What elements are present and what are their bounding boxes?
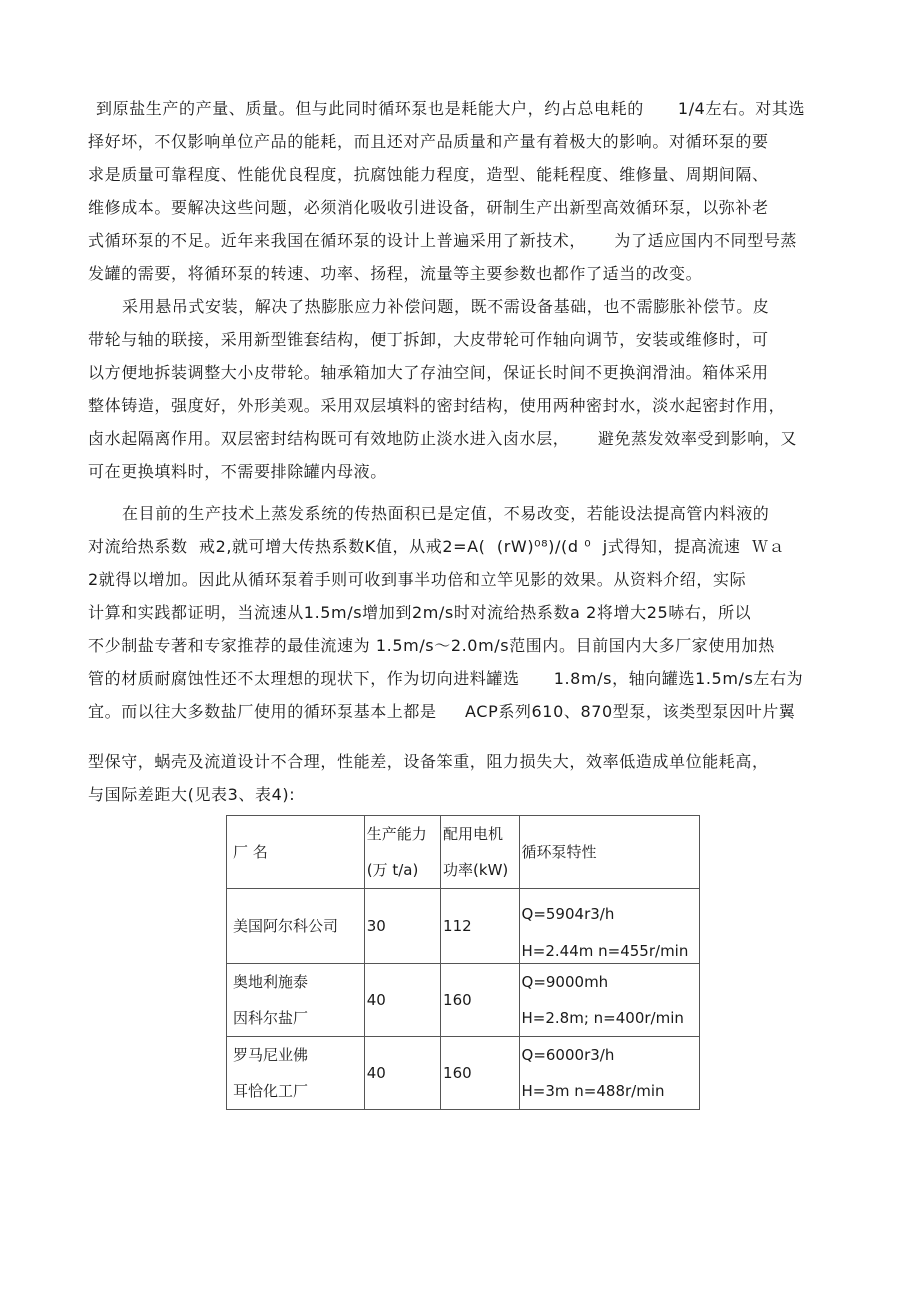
paragraph-line: 采用悬吊式安装，解决了热膨胀应力补偿问题，既不需设备基础，也不需膨胀补偿节。皮: [122, 297, 770, 316]
cell-power: [441, 889, 519, 964]
cell-factory: [227, 964, 365, 1037]
cell-capacity: [364, 889, 440, 964]
capacity-value: 40: [366, 1064, 386, 1082]
paragraph-line: 型保守，蜗壳及流道设计不合理，性能差，设备笨重，阻力损失大，效率低造成单位能耗高，: [88, 752, 769, 771]
paragraph-line: 求是质量可靠程度、性能优良程度，抗腐蚀能力程度，造型、能耗程度、维修量、周期间隔、: [88, 165, 769, 184]
cell-power: [441, 964, 519, 1037]
paragraph-line: 式循环泵的不足。近年来我国在循环泵的设计上普遍采用了新技术， 为了适应国内不同型号蒸: [88, 231, 798, 250]
paragraph-line: 可在更换填料时，不需要排除罐内母液。: [88, 462, 387, 481]
factory-name-line1: 美国阿尔科公司: [233, 917, 339, 935]
table-row: [227, 1037, 700, 1110]
factory-name-line2: 因科尔盐厂: [233, 1009, 309, 1027]
cell-pump: [519, 889, 699, 964]
pump-head-speed: H=2.44m n=455r/min: [521, 942, 689, 960]
header-pump-text: 循环泵特性: [521, 843, 597, 861]
paragraph-line: 整体铸造，强度好，外形美观。采用双层填料的密封结构，使用两种密封水，淡水起密封作用，: [88, 396, 786, 415]
cell-capacity: [364, 1037, 440, 1110]
pump-head-speed: H=2.8m; n=400r/min: [521, 1009, 684, 1027]
factory-name-line1: 罗马尼业佛: [233, 1046, 309, 1064]
paragraph-line: 2就得以增加。因此从循环泵着手则可收到事半功倍和立竿见影的效果。从资料介绍，实际: [88, 570, 747, 589]
pump-flow: Q=6000r3/h: [521, 1046, 615, 1064]
cell-pump: [519, 964, 699, 1037]
paragraph-line: 管的材质耐腐蚀性还不太理想的现状下，作为切向进料罐选 1.8m/s，轴向罐选1.5m/s左右为: [88, 669, 804, 688]
power-value: 112: [443, 917, 472, 935]
table-row: [227, 889, 700, 964]
cell-capacity: [364, 964, 440, 1037]
paragraph-line: 计算和实践都证明，当流速从1.5m/s增加到2m/s时对流给热系数a 2将增大25哧右，所以: [88, 603, 752, 622]
paragraph-line: 宜。而以往大多数盐厂使用的循环泵基本上都是 ACP系列610、870型泵，该类型泵因叶片翼: [88, 702, 796, 721]
paragraph-line: 对流给热系数 戒2,就可增大传热系数K值，从戒2=A( (rW)⁰⁸)/(d ⁰ j式得知，提高流速 Ｗａ: [88, 537, 786, 556]
header-pump: [519, 816, 699, 889]
capacity-value: 30: [366, 917, 386, 935]
cell-factory: [227, 889, 365, 964]
pump-flow: Q=5904r3/h: [521, 905, 615, 923]
paragraph-line: 以方便地拆装调整大小皮带轮。轴承箱加大了存油空间，保证长时间不更换润滑油。箱体采用: [88, 363, 769, 382]
header-power-line2: 功率(kW): [443, 861, 509, 879]
header-name-text: 厂 名: [233, 843, 268, 861]
pump-head-speed: H=3m n=488r/min: [521, 1082, 665, 1100]
paragraph-line: 发罐的需要，将循环泵的转速、功率、扬程，流量等主要参数也都作了适当的改变。: [88, 264, 703, 283]
power-value: 160: [443, 1064, 472, 1082]
table-header-row: [227, 816, 700, 889]
header-power-line1: 配用电机: [443, 825, 504, 843]
header-power: [441, 816, 519, 889]
cell-factory: [227, 1037, 365, 1110]
header-capacity-line2: (万 t/a): [366, 861, 419, 879]
pump-comparison-table: [226, 815, 700, 1110]
cell-pump: [519, 1037, 699, 1110]
paragraph-line: 不少制盐专著和专家推荐的最佳流速为 1.5m/s～2.0m/s范围内。目前国内大多厂家使用加热: [88, 636, 775, 655]
header-factory-name: [227, 816, 365, 889]
paragraph-line: 与国际差距大(见表3、表4):: [88, 785, 296, 804]
header-capacity: [364, 816, 440, 889]
cell-power: [441, 1037, 519, 1110]
factory-name-line1: 奥地利施泰: [233, 973, 309, 991]
table-row: [227, 964, 700, 1037]
pump-flow: Q=9000mh: [521, 973, 609, 991]
paragraph-line: 卤水起隔离作用。双层密封结构既可有效地防止淡水进入卤水层， 避免蒸发效率受到影响，又: [88, 429, 798, 448]
capacity-value: 40: [366, 991, 386, 1009]
paragraph-line: 择好坏，不仅影响单位产品的能耗，而且还对产品质量和产量有着极大的影响。对循环泵的要: [88, 132, 769, 151]
paragraph-line: 到原盐生产的产量、质量。但与此同时循环泵也是耗能大户，约占总电耗的 1/4左右。对其选: [96, 99, 806, 118]
power-value: 160: [443, 991, 472, 1009]
paragraph-line: 在目前的生产技术上蒸发系统的传热面积已是定值，不易改变，若能设法提高管内料液的: [122, 504, 770, 523]
paragraph-line: 维修成本。要解决这些问题，必须消化吸收引进设备，研制生产出新型高效循环泵，以弥补老: [88, 198, 769, 217]
header-capacity-line1: 生产能力: [366, 825, 427, 843]
paragraph-line: 带轮与轴的联接，采用新型锥套结构，便丁拆卸，大皮带轮可作轴向调节，安装或维修时，可: [88, 330, 769, 349]
factory-name-line2: 耳恰化工厂: [233, 1082, 309, 1100]
